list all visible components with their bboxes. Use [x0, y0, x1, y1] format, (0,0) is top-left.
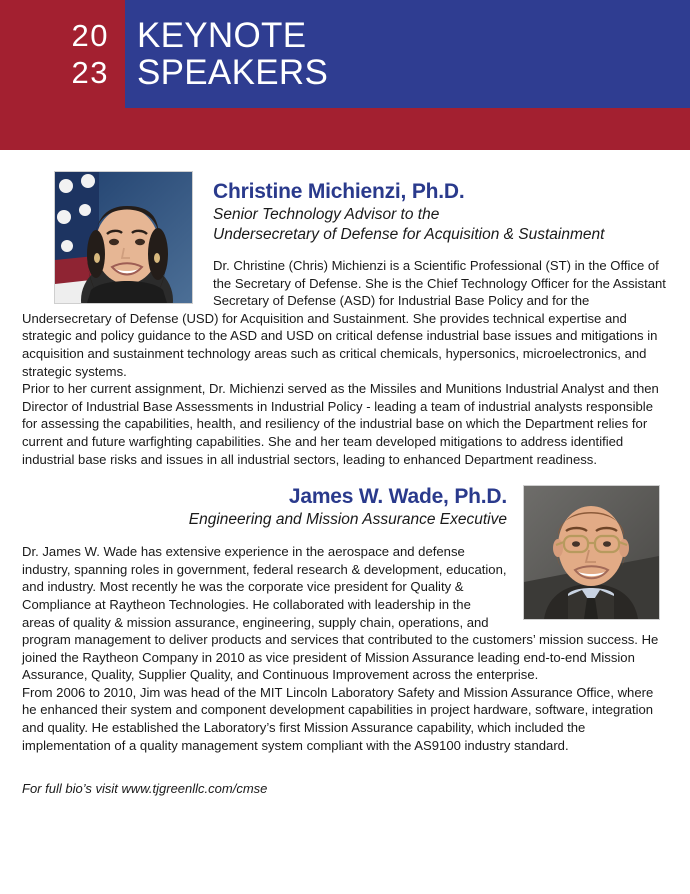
speaker-bio-paragraph: Dr. Christine (Chris) Michienzi is a Scientific Professional (ST) in the Office of the Secretary of Defense. She is the Chief Technology Officer for the Assistant Secretary of Defense (ASD) for Industrial Base Policy and for the Undersecretary of Defense (USD) for Acquisition and Sustainment. She provides technical expertise and strategic and policy guidance to the ASD and USD on critical defense industrial base issues and mitigations in acquisition and sustainment technology areas such as critical chemicals, hypersonics, microelectronics, and strategic systems. — [22, 258, 666, 379]
header-title-line1: KEYNOTE — [137, 16, 307, 55]
speaker-title-line1-christine-michienzi: Senior Technology Advisor to the — [213, 206, 440, 223]
header-year — [0, 17, 125, 91]
speaker-section-james-wade — [22, 468, 668, 754]
speaker-bio-paragraph: Prior to her current assignment, Dr. Michienzi served as the Missiles and Munitions Industrial Analyst and then Director of Industrial Base Assessments in Industrial Policy - leading a team of industrial analysts responsible for assessing the capabilities, health, and resiliency of the industrial base on which the Department relies for current and future warfighting capabilities. She and her team developed mitigations to address identified industrial base risks and issues in all industrial sectors, leading to enhanced Department readiness. — [22, 381, 659, 467]
portrait-christine-illustration — [55, 172, 192, 303]
header-title — [125, 17, 328, 91]
header-content — [0, 0, 690, 108]
speaker-title-line2-christine-michienzi: Undersecretary of Defense for Acquisition & Sustainment — [213, 226, 605, 243]
page-content — [0, 150, 690, 797]
footer-bio-link-note: For full bio’s visit www.tjgreenllc.com/cmse — [22, 781, 268, 797]
speaker-photo-christine-michienzi — [54, 171, 193, 304]
speaker-bio-paragraph: From 2006 to 2010, Jim was head of the MIT Lincoln Laboratory Safety and Mission Assurance Office, where he enhanced their system and component development capabilities in project hardware, software, integration and quality. He established the Laboratory’s first Mission Assurance capability, which included the implementation of a quality management system compliant with the AS9100 industry standard. — [22, 684, 654, 753]
speaker-heading-christine-michienzi — [213, 171, 668, 245]
speaker-name-james-wade: James W. Wade, Ph.D. — [288, 485, 507, 509]
speaker-heading-james-wade — [22, 482, 518, 530]
speaker-photo-james-wade — [523, 485, 660, 620]
speaker-bio-paragraph: Dr. James W. Wade has extensive experience in the aerospace and defense industry, spanning roles in government, federal research & development, education, and industry. Most recently he was the corporate vice president for Quality & Compliance at Raytheon Technologies. He collaborated with leadership in the areas of quality & mission assurance, engineering, supply chain, operations, and program management to deliver products and services that contributed to the customers’ mission success. He joined the Raytheon Company in 2010 as vice president of Mission Assurance leading end-to-end Mission Assurance, Quality, Supplier Quality, and Continuous Improvement across the enterprise. — [22, 544, 659, 683]
portrait-james-wade-illustration — [524, 486, 659, 619]
speaker-title-line1-james-wade: Engineering and Mission Assurance Executive — [188, 511, 507, 529]
page-header — [0, 0, 690, 150]
header-year-bottom: 23 — [71, 55, 109, 90]
speaker-section-christine-michienzi — [22, 150, 668, 468]
header-title-line2: SPEAKERS — [137, 53, 329, 92]
speaker-name-christine-michienzi: Christine Michienzi, Ph.D. — [213, 180, 465, 203]
header-year-top: 20 — [71, 18, 109, 53]
